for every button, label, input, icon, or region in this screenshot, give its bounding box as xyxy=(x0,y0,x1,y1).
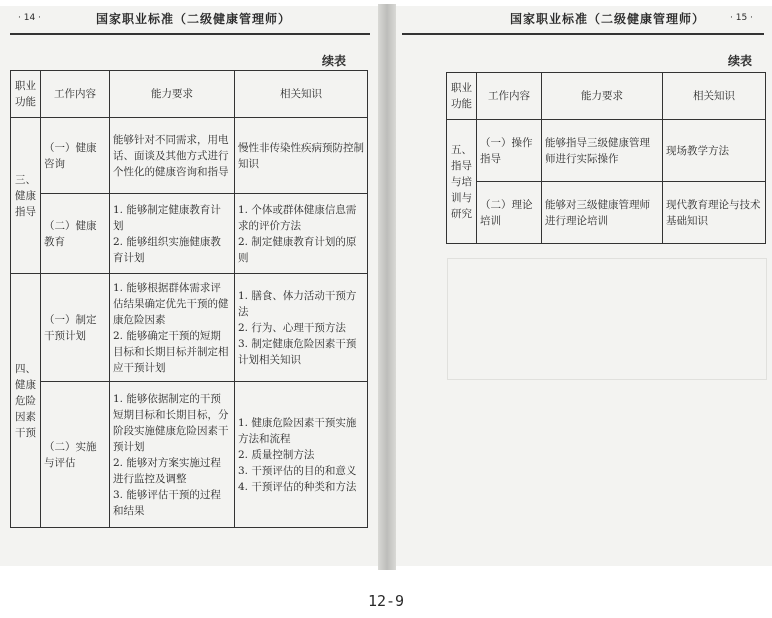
col-header-work: 工作内容 xyxy=(41,71,110,118)
col-header-function: 职业功能 xyxy=(11,71,41,118)
table-row xyxy=(447,120,766,182)
function-cell-risk-intervention: 四、健康危险因素干预 xyxy=(11,274,41,528)
col-header-knowledge: 相关知识 xyxy=(235,71,368,118)
col-header-knowledge: 相关知识 xyxy=(663,73,766,120)
left-page-number: · 14 · xyxy=(18,13,41,23)
left-continued-label: 续表 xyxy=(322,54,347,68)
knowledge-cell: 1. 个体或群体健康信息需求的评价方法 2. 制定健康教育计划的原则 xyxy=(235,194,368,274)
book-gutter xyxy=(378,4,396,570)
work-cell: （一）制定干预计划 xyxy=(41,274,110,382)
table-row xyxy=(11,274,368,382)
table-header-row xyxy=(11,71,368,118)
bleed-through-shadow xyxy=(447,258,767,380)
ability-cell: 能够指导三级健康管理师进行实际操作 xyxy=(542,120,663,182)
left-running-header: 国家职业标准（二级健康管理师） xyxy=(96,12,292,26)
table-row xyxy=(11,194,368,274)
col-header-function: 职业功能 xyxy=(447,73,477,120)
image-caption: 12-9 xyxy=(367,592,405,610)
table-row xyxy=(11,118,368,194)
knowledge-cell: 现场教学方法 xyxy=(663,120,766,182)
work-cell: （二）实施与评估 xyxy=(41,382,110,528)
knowledge-cell: 现代教育理论与技术基础知识 xyxy=(663,182,766,244)
right-page-number: · 15 · xyxy=(730,13,753,23)
function-cell-health-guidance: 三、健康指导 xyxy=(11,118,41,274)
left-standards-table xyxy=(10,70,368,528)
work-cell: （二）理论培训 xyxy=(477,182,542,244)
ability-cell: 能够对三级健康管理师进行理论培训 xyxy=(542,182,663,244)
ability-cell: 能够针对不同需求，用电话、面谈及其他方式进行个性化的健康咨询和指导 xyxy=(110,118,235,194)
work-cell: （一）操作指导 xyxy=(477,120,542,182)
col-header-ability: 能力要求 xyxy=(110,71,235,118)
function-cell-training-research: 五、指导与培训与研究 xyxy=(447,120,477,244)
col-header-ability: 能力要求 xyxy=(542,73,663,120)
table-header-row xyxy=(447,73,766,120)
right-standards-table xyxy=(446,72,766,244)
col-header-work: 工作内容 xyxy=(477,73,542,120)
ability-cell: 1. 能够根据群体需求评估结果确定优先干预的健康危险因素 2. 能够确定干预的短期目标和长期目标并制定相应干预计划 xyxy=(110,274,235,382)
knowledge-cell: 慢性非传染性疾病预防控制知识 xyxy=(235,118,368,194)
knowledge-cell: 1. 健康危险因素干预实施方法和流程 2. 质量控制方法 3. 干预评估的目的和意义 4. 干预评估的种类和方法 xyxy=(235,382,368,528)
work-cell: （二）健康教育 xyxy=(41,194,110,274)
ability-cell: 1. 能够依据制定的干预短期目标和长期目标，分阶段实施健康危险因素干预计划 2. 能够对方案实施过程进行监控及调整 3. 能够评估干预的过程和结果 xyxy=(110,382,235,528)
knowledge-cell: 1. 膳食、体力活动干预方法 2. 行为、心理干预方法 3. 制定健康危险因素干预计划相关知识 xyxy=(235,274,368,382)
right-running-header: 国家职业标准（二级健康管理师） xyxy=(510,12,706,26)
right-continued-label: 续表 xyxy=(728,54,753,68)
left-header-rule xyxy=(10,33,370,35)
table-row xyxy=(11,382,368,528)
work-cell: （一）健康咨询 xyxy=(41,118,110,194)
table-row xyxy=(447,182,766,244)
ability-cell: 1. 能够制定健康教育计划 2. 能够组织实施健康教育计划 xyxy=(110,194,235,274)
right-header-rule xyxy=(402,33,764,35)
